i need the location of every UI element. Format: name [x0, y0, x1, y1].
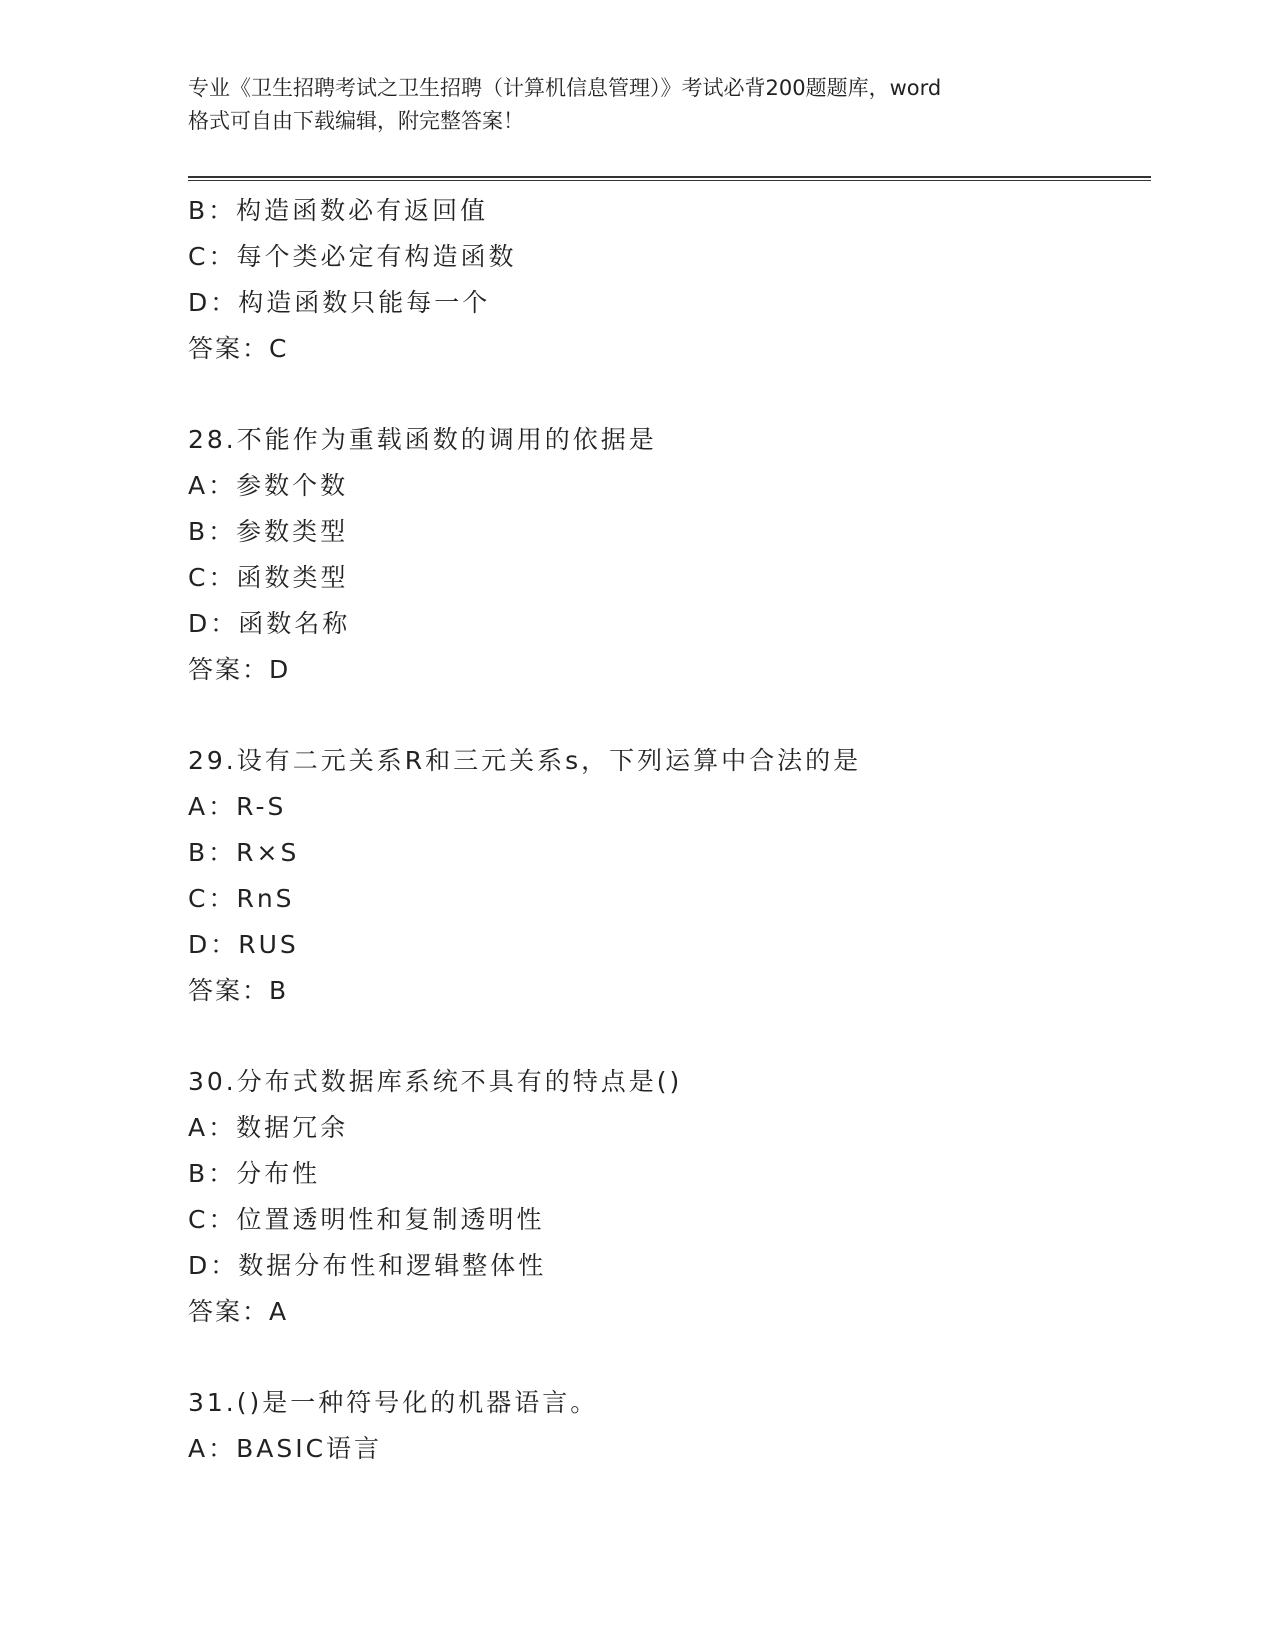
answer-value: C: [269, 334, 287, 363]
option-c: C：位置透明性和复制透明性: [188, 1205, 545, 1234]
option-d: D：函数名称: [188, 609, 351, 638]
answer-value: D: [269, 655, 289, 684]
option-d: D：数据分布性和逻辑整体性: [188, 1251, 547, 1280]
question-stem: 31.()是一种符号化的机器语言。: [188, 1388, 599, 1417]
option-d: D：RUS: [188, 930, 299, 959]
option-c: C：RnS: [188, 884, 295, 913]
header-title-line-2: 格式可自由下载编辑，附完整答案！: [188, 109, 524, 133]
header-title-line-1: 专业《卫生招聘考试之卫生招聘（计算机信息管理）》考试必背200题题库，word: [188, 76, 942, 100]
option-b: B：构造函数必有返回值: [188, 196, 489, 225]
question-list: [188, 188, 1148, 1472]
answer-label: 答案：: [188, 1297, 270, 1326]
option-c: C：每个类必定有构造函数: [188, 242, 517, 271]
option-c: C：函数类型: [188, 563, 349, 592]
question-29: [188, 738, 1148, 1014]
header-divider: [188, 176, 1151, 181]
spacer: [188, 1014, 1148, 1059]
spacer: [188, 1335, 1148, 1380]
answer-value: A: [269, 1297, 287, 1326]
answer-line: [188, 1289, 1148, 1335]
question-30: [188, 1059, 1148, 1335]
question-27-continued: [188, 188, 1148, 372]
answer-line: [188, 326, 1148, 372]
document-header: [188, 72, 1088, 138]
spacer: [188, 372, 1148, 417]
answer-line: [188, 968, 1148, 1014]
answer-value: B: [269, 976, 287, 1005]
question-31: [188, 1380, 1148, 1472]
option-a: A：R-S: [188, 792, 287, 821]
option-d: D：构造函数只能每一个: [188, 288, 491, 317]
answer-label: 答案：: [188, 655, 270, 684]
question-stem: 29.设有二元关系R和三元关系s，下列运算中合法的是: [188, 746, 862, 775]
answer-line: [188, 647, 1148, 693]
answer-label: 答案：: [188, 976, 270, 1005]
option-a: A：参数个数: [188, 471, 349, 500]
option-a: A：数据冗余: [188, 1113, 349, 1142]
answer-label: 答案：: [188, 334, 270, 363]
question-stem: 28.不能作为重载函数的调用的依据是: [188, 425, 657, 454]
question-stem: 30.分布式数据库系统不具有的特点是(): [188, 1067, 683, 1096]
option-a: A：BASIC语言: [188, 1434, 383, 1463]
option-b: B：分布性: [188, 1159, 321, 1188]
option-b: B：R×S: [188, 838, 300, 867]
option-b: B：参数类型: [188, 517, 349, 546]
question-28: [188, 417, 1148, 693]
spacer: [188, 693, 1148, 738]
